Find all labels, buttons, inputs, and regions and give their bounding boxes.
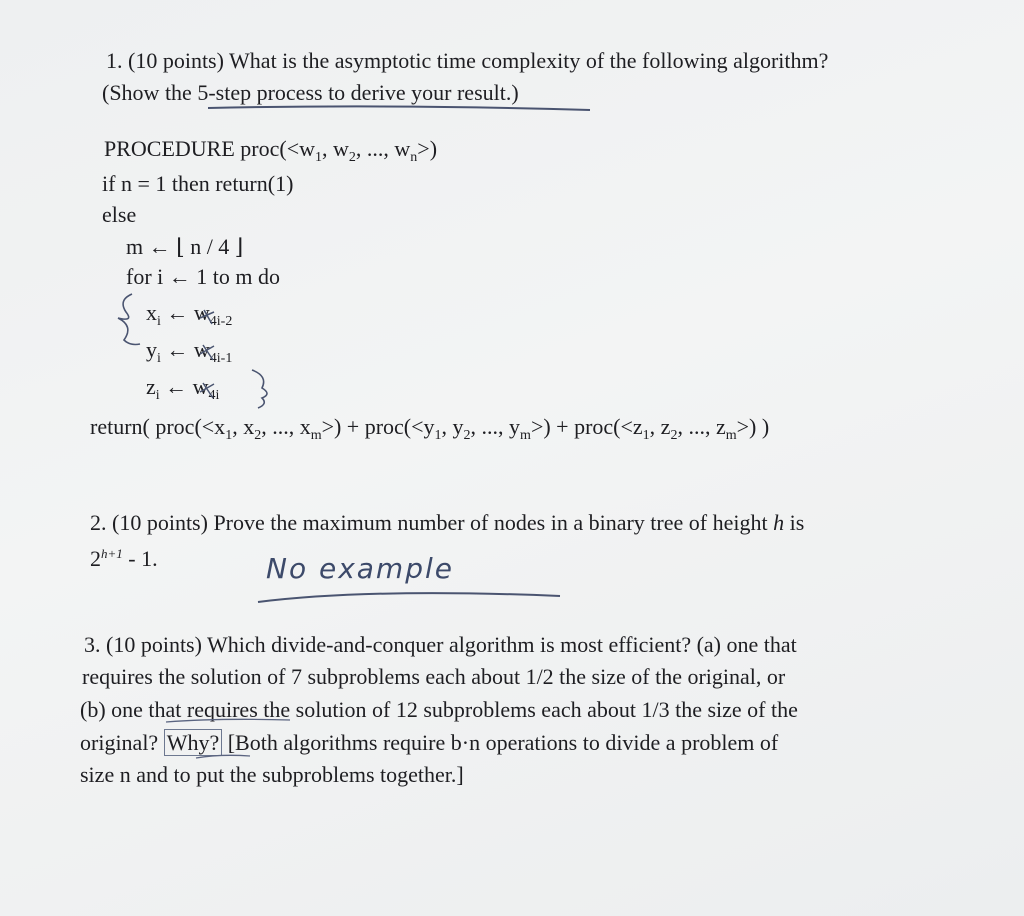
q2-line1: 2. (10 points) Prove the maximum number of nodes in a binary tree of height h is [90, 510, 805, 535]
q3-line1: 3. (10 points) Which divide-and-conquer algorithm is most efficient? (a) one that [84, 632, 797, 657]
q3-line5: size n and to put the subproblems together.] [80, 762, 464, 787]
y-assign-line: $y_i$ ← $w_{4i-1}$ [146, 337, 233, 366]
else-line: else [102, 202, 137, 227]
if-line: if n = 1 then return(1) [102, 171, 294, 196]
m-assign-line: m ← ⌊ n / 4 ⌋ [126, 234, 244, 259]
underline-that-mark [166, 719, 290, 722]
underline-why-mark [196, 755, 250, 758]
underline-q1-mark [208, 106, 590, 110]
q1-line2: (Show the 5-step process to derive your result.) [102, 80, 519, 105]
brace-left-mark [118, 294, 140, 345]
scribble-x-mark [200, 310, 214, 324]
scribble-z-mark [200, 383, 214, 398]
procedure-header: PROCEDURE $proc(<w_1$, $w_2$, ..., $w_n>$) [104, 136, 438, 165]
for-line: for i ← 1 to m do [126, 264, 280, 289]
q1-line1: 1. (10 points) What is the asymptotic time complexity of the following algorithm? [106, 48, 829, 73]
brace-right-mark [252, 370, 267, 408]
z-assign-line: $z_i$ ← $w_{4i}$ [146, 374, 220, 403]
why-box: Why? [164, 729, 223, 756]
q3-line3: (b) one that requires the solution of 12 subproblems each about 1/3 the size of the [80, 697, 798, 722]
handwritten-note: No example [266, 552, 454, 585]
underline-note-mark [258, 593, 560, 602]
q2-line2: $2^{h+1} - 1$. [90, 546, 158, 571]
q3-line4: original? Why? [Both algorithms require b·n operations to divide a problem of [80, 730, 779, 755]
return-line: return( $proc(<x_1$, $x_2$, ..., $x_m>$) + $proc(<y_1$, $y_2$, ..., $y_m>$) + $proc(<z_1$, $z_2$, ..., $z_m>$) ) [90, 414, 770, 443]
q3-line2: requires the solution of 7 subproblems each about 1/2 the size of the original, or [82, 664, 786, 689]
x-assign-line: $x_i$ ← $w_{4i-2}$ [146, 300, 233, 329]
scribble-y-mark [200, 345, 214, 360]
